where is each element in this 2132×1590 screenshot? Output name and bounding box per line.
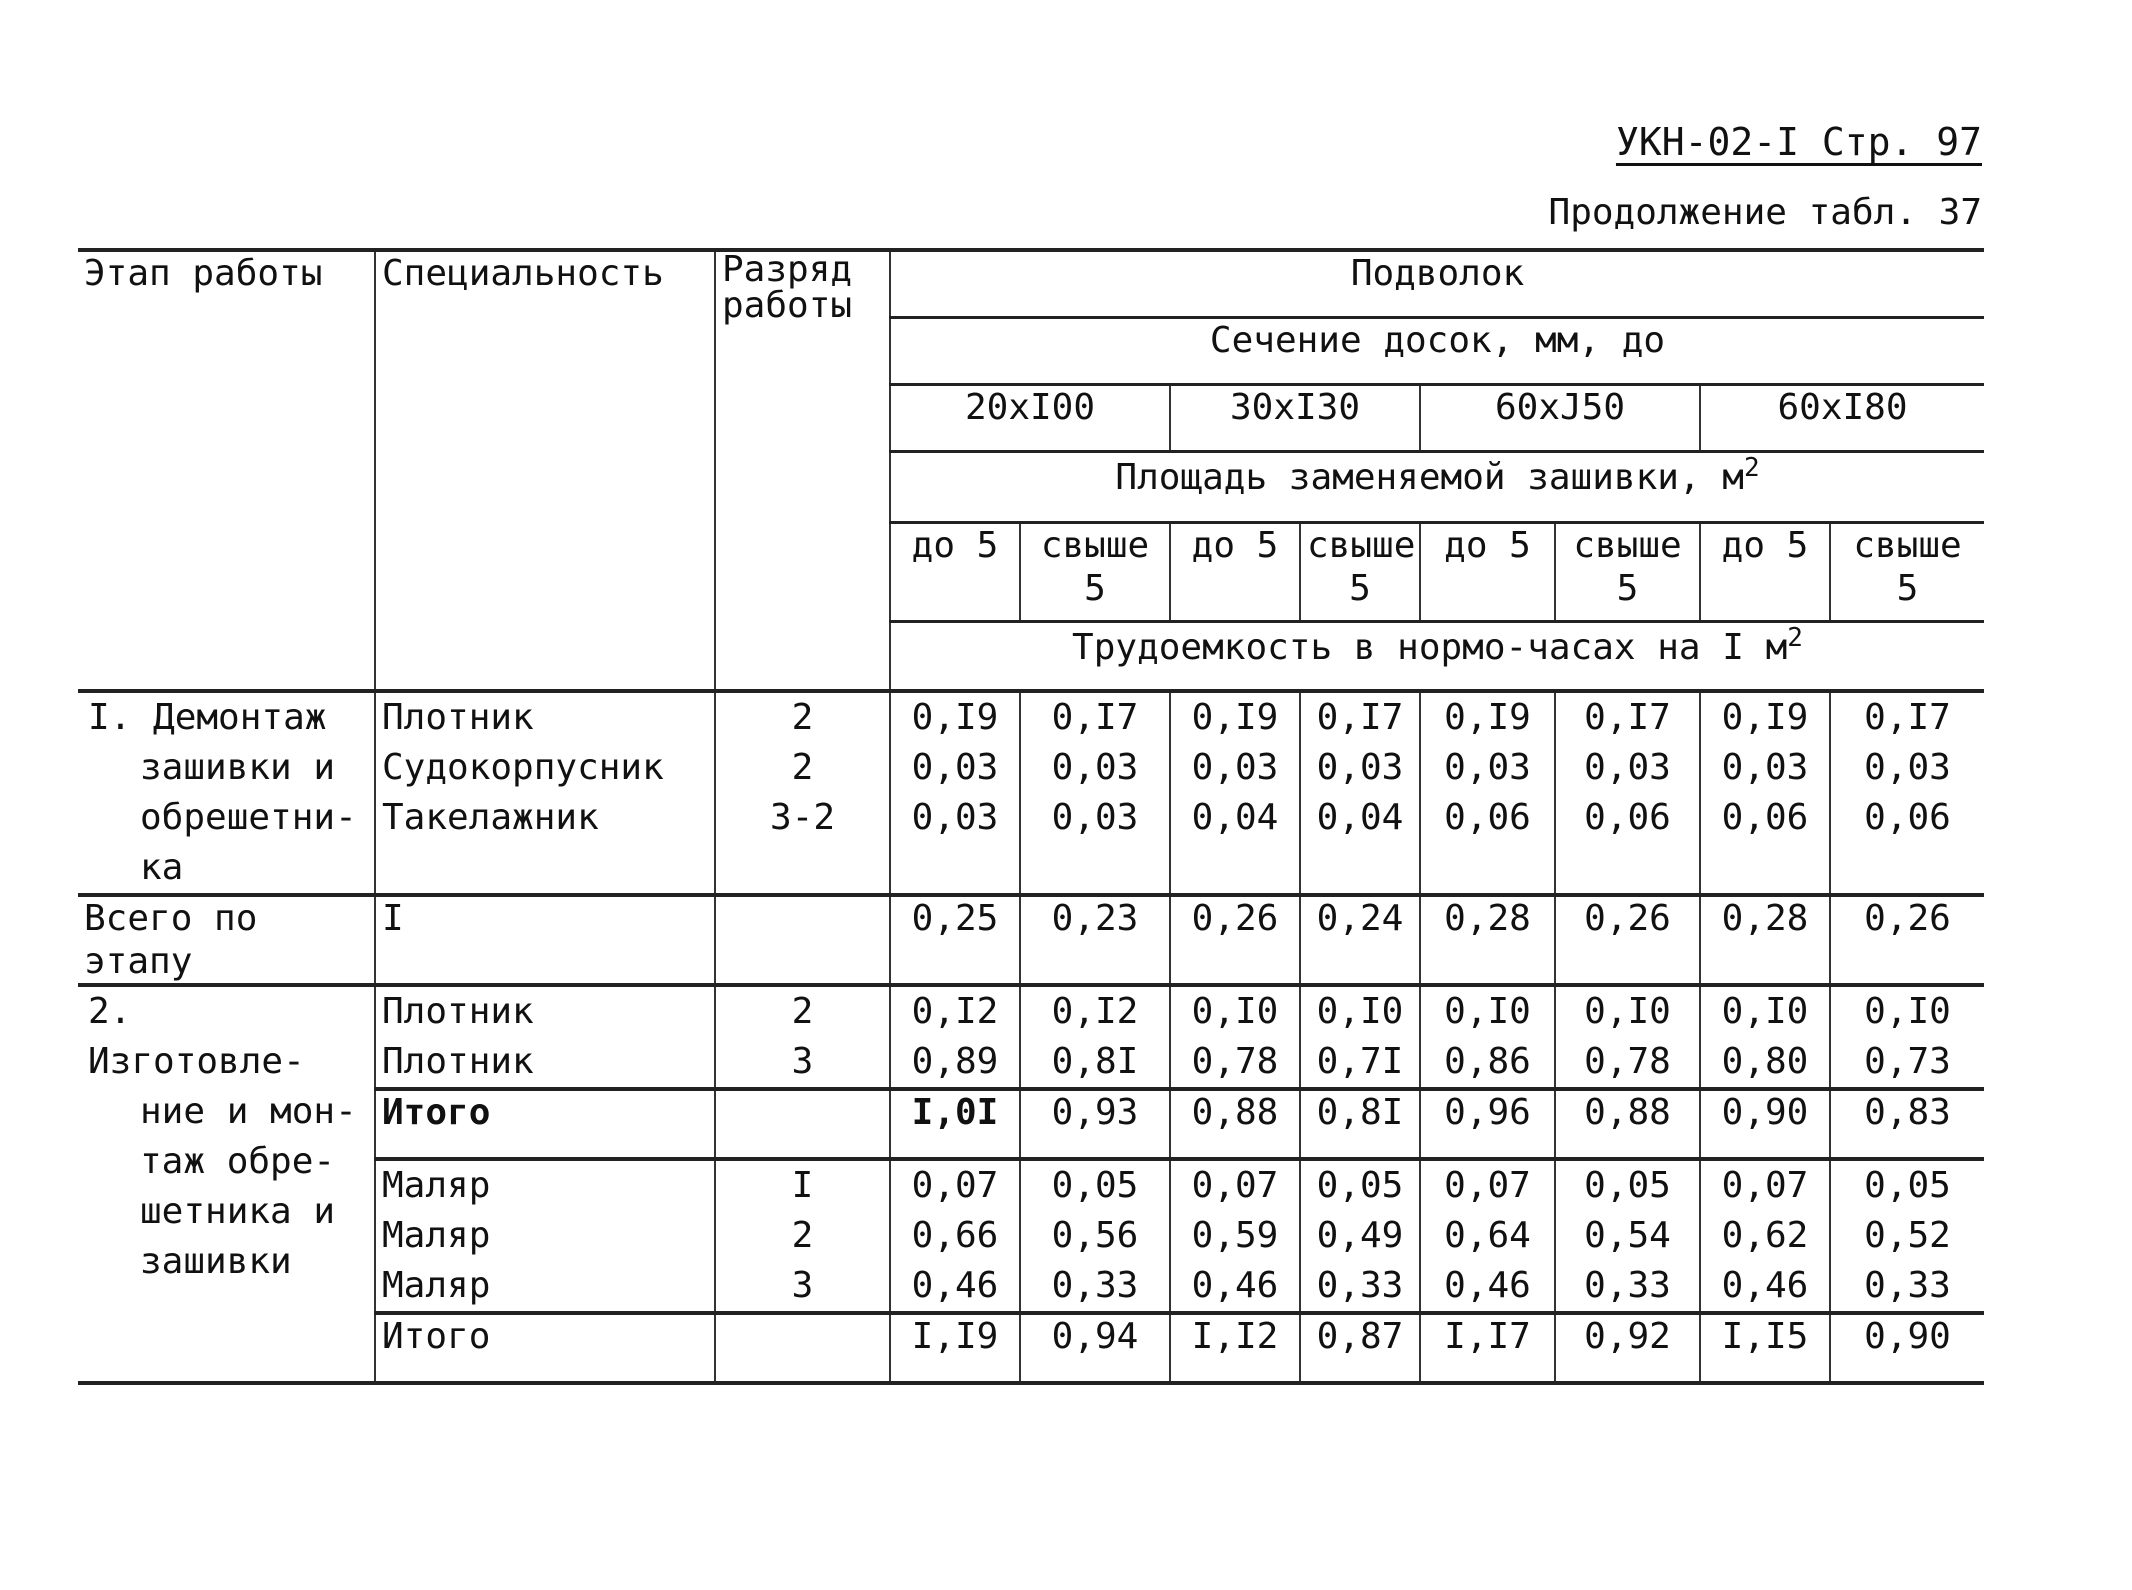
size-header: 20xI00 xyxy=(890,385,1170,452)
size-header: 30xI30 xyxy=(1170,385,1420,452)
value-column xyxy=(1020,1159,1170,1313)
carpenter-grades xyxy=(715,985,890,1089)
total-cell: I,I2 xyxy=(1170,1313,1300,1383)
total-cell: I,I9 xyxy=(890,1313,1020,1383)
value-column xyxy=(1830,1159,1984,1313)
value-cell: 0,66 xyxy=(911,1215,999,1257)
value-cell: 0,03 xyxy=(1316,747,1404,788)
stage2-title xyxy=(78,985,375,1383)
value-cell: 0,I0 xyxy=(1721,991,1809,1033)
value-cell: 0,06 xyxy=(1864,797,1951,838)
value-cell: 0,46 xyxy=(1444,1265,1531,1307)
value-cell: 0,03 xyxy=(1721,747,1809,788)
value-cell: 0,89 xyxy=(911,1041,999,1083)
value-cell: 0,07 xyxy=(1721,1165,1809,1207)
stage1-total-grade xyxy=(715,895,890,985)
value-cell: 0,62 xyxy=(1721,1215,1809,1257)
value-cell: 0,03 xyxy=(1444,747,1531,788)
area-unit-exponent: 2 xyxy=(1743,453,1760,483)
value-column xyxy=(1555,691,1700,895)
area-col-header: свыше 5 xyxy=(1555,523,1700,622)
value-column xyxy=(1700,985,1830,1089)
value-cell: 0,04 xyxy=(1316,797,1404,838)
value-cell: 0,03 xyxy=(1191,747,1279,788)
value-column xyxy=(1420,1159,1555,1313)
value-column xyxy=(1555,985,1700,1089)
total-cell: 0,88 xyxy=(1555,1089,1700,1159)
grade: I xyxy=(791,1165,814,1207)
value-cell: 0,03 xyxy=(1051,797,1139,838)
grade: 2 xyxy=(791,747,814,788)
total-cell: I,0I xyxy=(890,1089,1020,1159)
total-cell: 0,90 xyxy=(1830,1313,1984,1383)
stage1-total-label: Всего по этапу xyxy=(84,898,258,983)
stage1-rows xyxy=(78,691,1984,895)
value-cell: 0,33 xyxy=(1864,1265,1951,1307)
total-cell: 0,88 xyxy=(1170,1089,1300,1159)
value-cell: 0,46 xyxy=(1721,1265,1809,1307)
value-cell: 0,05 xyxy=(1051,1165,1139,1207)
value-column xyxy=(1555,1159,1700,1313)
table-continuation-label: Продолжение табл. 37 xyxy=(1548,192,1982,233)
value-cell: 0,I9 xyxy=(1721,697,1809,738)
value-cell: 0,I0 xyxy=(1191,991,1279,1033)
stage1-total-specialty: I xyxy=(375,895,715,985)
area-col-header: до 5 xyxy=(1170,523,1300,622)
value-cell: 0,52 xyxy=(1864,1215,1951,1257)
total-cell: 0,28 xyxy=(1420,895,1555,985)
specialty: Маляр xyxy=(382,1165,491,1207)
value-cell: 0,I9 xyxy=(1444,697,1531,738)
value-column xyxy=(890,1159,1020,1313)
total-cell: 0,25 xyxy=(890,895,1020,985)
stage2-title-line: шетника и xyxy=(140,1191,336,1233)
specialty: Судокорпусник xyxy=(382,747,664,788)
col-header-group: Подволок xyxy=(890,250,1984,318)
stage1-total-row xyxy=(78,895,1984,985)
value-column xyxy=(1300,1159,1420,1313)
total-cell: 0,94 xyxy=(1020,1313,1170,1383)
specialty: Плотник xyxy=(382,991,534,1033)
labor-label: Трудоемкость в нормо-часах на I м xyxy=(1072,627,1788,668)
value-cell: 0,49 xyxy=(1316,1215,1404,1257)
value-cell: 0,86 xyxy=(1444,1041,1531,1083)
value-cell: 0,33 xyxy=(1584,1265,1671,1307)
value-cell: 0,03 xyxy=(1864,747,1951,788)
total-cell: 0,96 xyxy=(1420,1089,1555,1159)
value-cell: 0,04 xyxy=(1191,797,1279,838)
specialty: Плотник xyxy=(382,1041,534,1083)
value-cell: 0,I7 xyxy=(1584,697,1671,738)
stage2-title-line: таж обре- xyxy=(140,1141,336,1183)
total-cell: 0,23 xyxy=(1020,895,1170,985)
value-column xyxy=(1170,1159,1300,1313)
painters-total-label: Итого xyxy=(375,1313,715,1383)
total-cell: I,I7 xyxy=(1420,1313,1555,1383)
value-column xyxy=(1830,691,1984,895)
value-cell: 0,I0 xyxy=(1864,991,1951,1033)
stage1-title-line: I. Демонтаж xyxy=(88,697,327,738)
total-cell: 0,26 xyxy=(1170,895,1300,985)
carpenters-total-grade xyxy=(715,1089,890,1159)
col-header-grade: Разряд работы xyxy=(715,250,890,691)
area-col-header: свыше 5 xyxy=(1830,523,1984,622)
value-cell: 0,59 xyxy=(1191,1215,1279,1257)
stage2-title-line: ние и мон- xyxy=(140,1091,357,1133)
value-cell: 0,03 xyxy=(911,747,999,788)
stage1-title xyxy=(78,691,375,895)
value-cell: 0,05 xyxy=(1316,1165,1404,1207)
stage2-title-line: зашивки xyxy=(140,1241,292,1283)
area-col-header: до 5 xyxy=(890,523,1020,622)
total-cell: 0,83 xyxy=(1830,1089,1984,1159)
value-cell: 0,06 xyxy=(1721,797,1809,838)
value-cell: 0,46 xyxy=(911,1265,999,1307)
col-header-area xyxy=(890,452,1984,523)
value-column xyxy=(1300,691,1420,895)
area-col-header: свыше 5 xyxy=(1020,523,1170,622)
stage1-specialties xyxy=(375,691,715,895)
value-cell: 0,06 xyxy=(1584,797,1671,838)
value-column xyxy=(1700,1159,1830,1313)
value-cell: 0,05 xyxy=(1584,1165,1671,1207)
value-column xyxy=(1020,691,1170,895)
value-cell: 0,I0 xyxy=(1444,991,1531,1033)
stage1-title-line: зашивки и xyxy=(140,747,336,788)
value-cell: 0,07 xyxy=(1444,1165,1531,1207)
value-cell: 0,03 xyxy=(911,797,999,838)
total-cell: 0,93 xyxy=(1020,1089,1170,1159)
value-cell: 0,07 xyxy=(1191,1165,1279,1207)
stage2-title-line: 2. Изготовле- xyxy=(88,991,305,1083)
value-column xyxy=(890,985,1020,1089)
col-header-section: Сечение досок, мм, до xyxy=(890,318,1984,385)
stage1-title-line: ка xyxy=(140,847,184,888)
value-cell: 0,I0 xyxy=(1584,991,1671,1033)
carpenters-total-label: Итого xyxy=(375,1089,715,1159)
total-cell: 0,28 xyxy=(1700,895,1830,985)
value-cell: 0,73 xyxy=(1864,1041,1951,1083)
size-header: 60xI80 xyxy=(1700,385,1984,452)
painters-total-grade xyxy=(715,1313,890,1383)
value-cell: 0,07 xyxy=(911,1165,999,1207)
value-cell: 0,56 xyxy=(1051,1215,1139,1257)
grade: 2 xyxy=(791,991,814,1033)
painter-grades xyxy=(715,1159,890,1313)
grade: 3-2 xyxy=(769,797,836,838)
total-cell: 0,8I xyxy=(1300,1089,1420,1159)
value-cell: 0,33 xyxy=(1051,1265,1139,1307)
total-cell: 0,90 xyxy=(1700,1089,1830,1159)
value-cell: 0,I9 xyxy=(1191,697,1279,738)
grade: 3 xyxy=(791,1265,814,1307)
size-header: 60xJ50 xyxy=(1420,385,1700,452)
grade: 2 xyxy=(791,697,814,738)
total-cell: 0,26 xyxy=(1555,895,1700,985)
value-cell: 0,I7 xyxy=(1316,697,1404,738)
total-cell: 0,26 xyxy=(1830,895,1984,985)
value-cell: 0,I7 xyxy=(1864,697,1951,738)
specialty: Плотник xyxy=(382,697,534,738)
stage1-title-line: обрешетни- xyxy=(140,797,357,838)
stage2-carpenter-rows xyxy=(78,985,1984,1089)
value-cell: 0,06 xyxy=(1444,797,1531,838)
labor-norms-table xyxy=(78,248,1984,1385)
specialty: Такелажник xyxy=(382,797,599,838)
value-column xyxy=(1420,691,1555,895)
value-cell: 0,03 xyxy=(1584,747,1671,788)
carpenter-specialties xyxy=(375,985,715,1089)
area-col-header: до 5 xyxy=(1700,523,1830,622)
value-column xyxy=(1830,985,1984,1089)
stage1-grades xyxy=(715,691,890,895)
value-cell: 0,33 xyxy=(1316,1265,1404,1307)
value-cell: 0,I0 xyxy=(1316,991,1404,1033)
col-header-stage: Этап работы xyxy=(84,253,323,294)
labor-unit-exponent: 2 xyxy=(1787,623,1803,653)
total-cell: 0,87 xyxy=(1300,1313,1420,1383)
area-label: Площадь заменяемой зашивки, м xyxy=(1115,457,1744,498)
value-cell: 0,46 xyxy=(1191,1265,1279,1307)
painter-specialties xyxy=(375,1159,715,1313)
value-column xyxy=(890,691,1020,895)
col-header-labor xyxy=(890,622,1984,692)
specialty: Маляр xyxy=(382,1265,491,1307)
value-cell: 0,64 xyxy=(1444,1215,1531,1257)
value-cell: 0,I2 xyxy=(911,991,999,1033)
value-column xyxy=(1300,985,1420,1089)
value-cell: 0,I9 xyxy=(911,697,999,738)
total-cell: I,I5 xyxy=(1700,1313,1830,1383)
value-cell: 0,I2 xyxy=(1051,991,1139,1033)
value-column xyxy=(1020,985,1170,1089)
value-cell: 0,7I xyxy=(1316,1041,1404,1083)
value-cell: 0,80 xyxy=(1721,1041,1809,1083)
grade: 2 xyxy=(791,1215,814,1257)
grade: 3 xyxy=(791,1041,814,1083)
value-column xyxy=(1170,985,1300,1089)
value-cell: 0,78 xyxy=(1191,1041,1279,1083)
col-header-specialty: Специальность xyxy=(375,250,715,691)
total-cell: 0,92 xyxy=(1555,1313,1700,1383)
value-cell: 0,8I xyxy=(1051,1041,1139,1083)
area-col-header: до 5 xyxy=(1420,523,1555,622)
specialty: Маляр xyxy=(382,1215,491,1257)
value-cell: 0,54 xyxy=(1584,1215,1671,1257)
value-column xyxy=(1170,691,1300,895)
value-column xyxy=(1700,691,1830,895)
total-cell: 0,24 xyxy=(1300,895,1420,985)
value-cell: 0,I7 xyxy=(1051,697,1139,738)
page-reference: УКН-02-I Стр. 97 xyxy=(1615,120,1982,164)
value-cell: 0,78 xyxy=(1584,1041,1671,1083)
value-cell: 0,03 xyxy=(1051,747,1139,788)
header-row-group xyxy=(78,250,1984,318)
area-col-header: свыше 5 xyxy=(1300,523,1420,622)
value-column xyxy=(1420,985,1555,1089)
value-cell: 0,05 xyxy=(1864,1165,1951,1207)
